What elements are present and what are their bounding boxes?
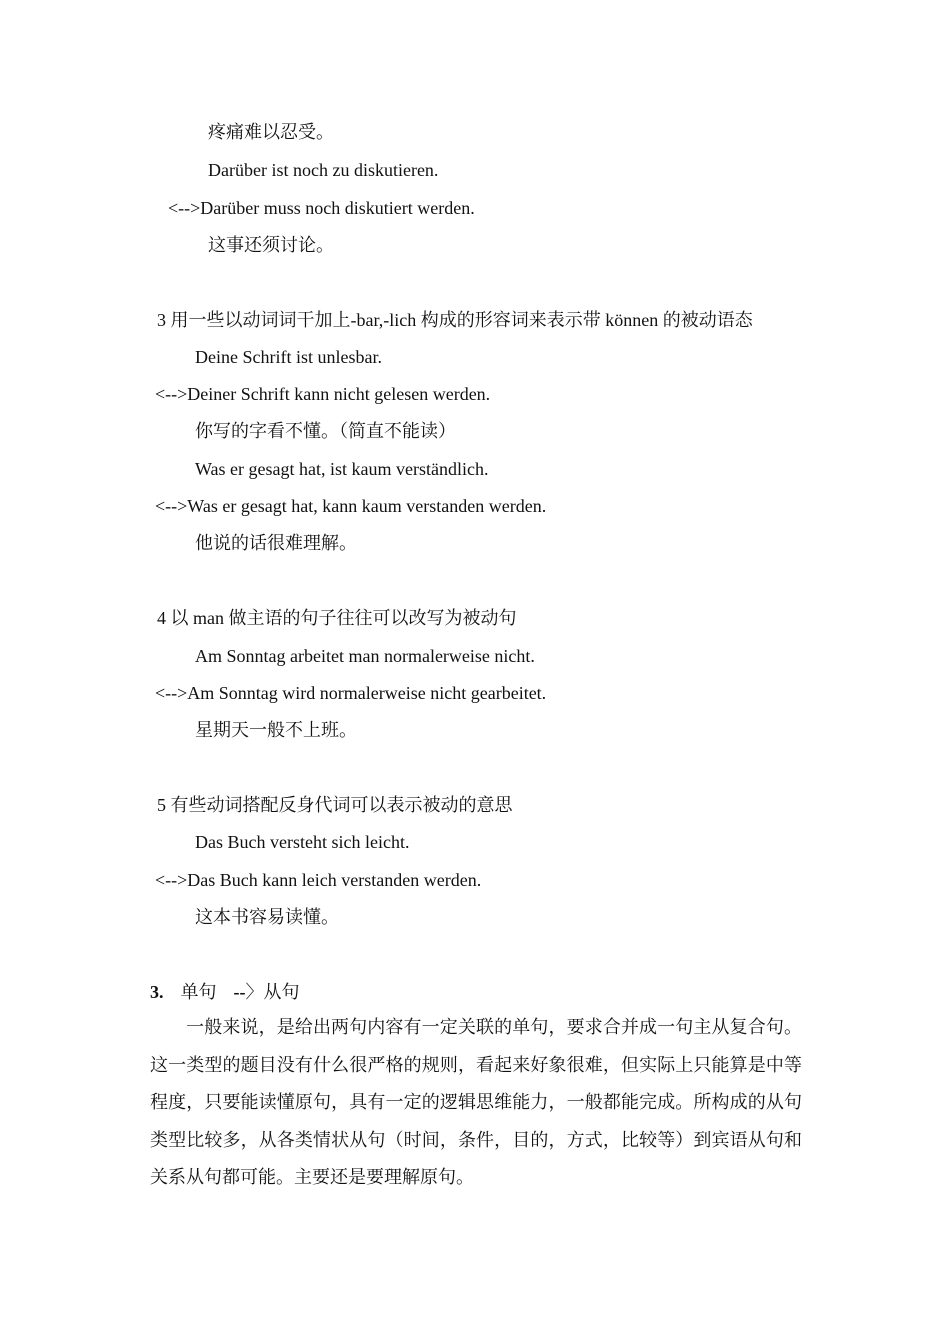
- section-heading: 4 以 man 做主语的句子往往可以改写为被动句: [157, 608, 517, 628]
- part-heading: [150, 979, 300, 1005]
- body-paragraph: [150, 1009, 802, 1197]
- example-sentence-de: Das Buch versteht sich leicht.: [195, 832, 410, 852]
- part-title-a: 单句: [180, 982, 217, 1002]
- example-sentence-de: Deine Schrift ist unlesbar.: [195, 347, 382, 367]
- section-heading: 3 用一些以动词词干加上-bar,-lich 构成的形容词来表示带 können 的被动语态: [157, 310, 753, 330]
- example-passive-de: <-->Deiner Schrift kann nicht gelesen werden.: [155, 384, 491, 404]
- example-sentence-de: Darüber ist noch zu diskutieren.: [208, 160, 439, 180]
- section-heading: 5 有些动词搭配反身代词可以表示被动的意思: [157, 795, 513, 815]
- example-passive-de: <-->Darüber muss noch diskutiert werden.: [168, 198, 475, 218]
- part-title-b: 〉从句: [245, 982, 300, 1002]
- example-translation-zh: 你写的字看不懂。（简直不能读）: [195, 421, 456, 441]
- example-sentence-de: Was er gesagt hat, ist kaum verständlich.: [195, 459, 489, 479]
- example-translation-zh: 星期天一般不上班。: [195, 720, 357, 740]
- part-number: 3.: [150, 982, 164, 1002]
- example-translation-zh: 这本书容易读懂。: [195, 907, 339, 927]
- paragraph-text: 一般来说，是给出两句内容有一定关联的单句，要求合并成一句主从复合句。这一类型的题目没有什么很严格的规则，看起来好象很难，但实际上只能算是中等程度，只要能读懂原句，具有一定的逻辑思维能力，一般都能完成。所构成的从句类型比较多，从各类情状从句（时间，条件，目的，方式，比较等）到宾语从句和关系从句都可能。主要还是要理解原句。: [150, 1017, 802, 1187]
- example-passive-de: <-->Das Buch kann leich verstanden werden.: [155, 870, 482, 890]
- example-sentence-de: Am Sonntag arbeitet man normalerweise nicht.: [195, 646, 535, 666]
- example-passive-de: <-->Was er gesagt hat, kann kaum verstanden werden.: [155, 496, 547, 516]
- example-translation-zh: 这事还须讨论。: [208, 235, 334, 255]
- example-passive-de: <-->Am Sonntag wird normalerweise nicht gearbeitet.: [155, 683, 547, 703]
- example-translation-zh: 疼痛难以忍受。: [208, 122, 334, 142]
- example-translation-zh: 他说的话很难理解。: [195, 533, 357, 553]
- part-arrow: --: [233, 982, 246, 1002]
